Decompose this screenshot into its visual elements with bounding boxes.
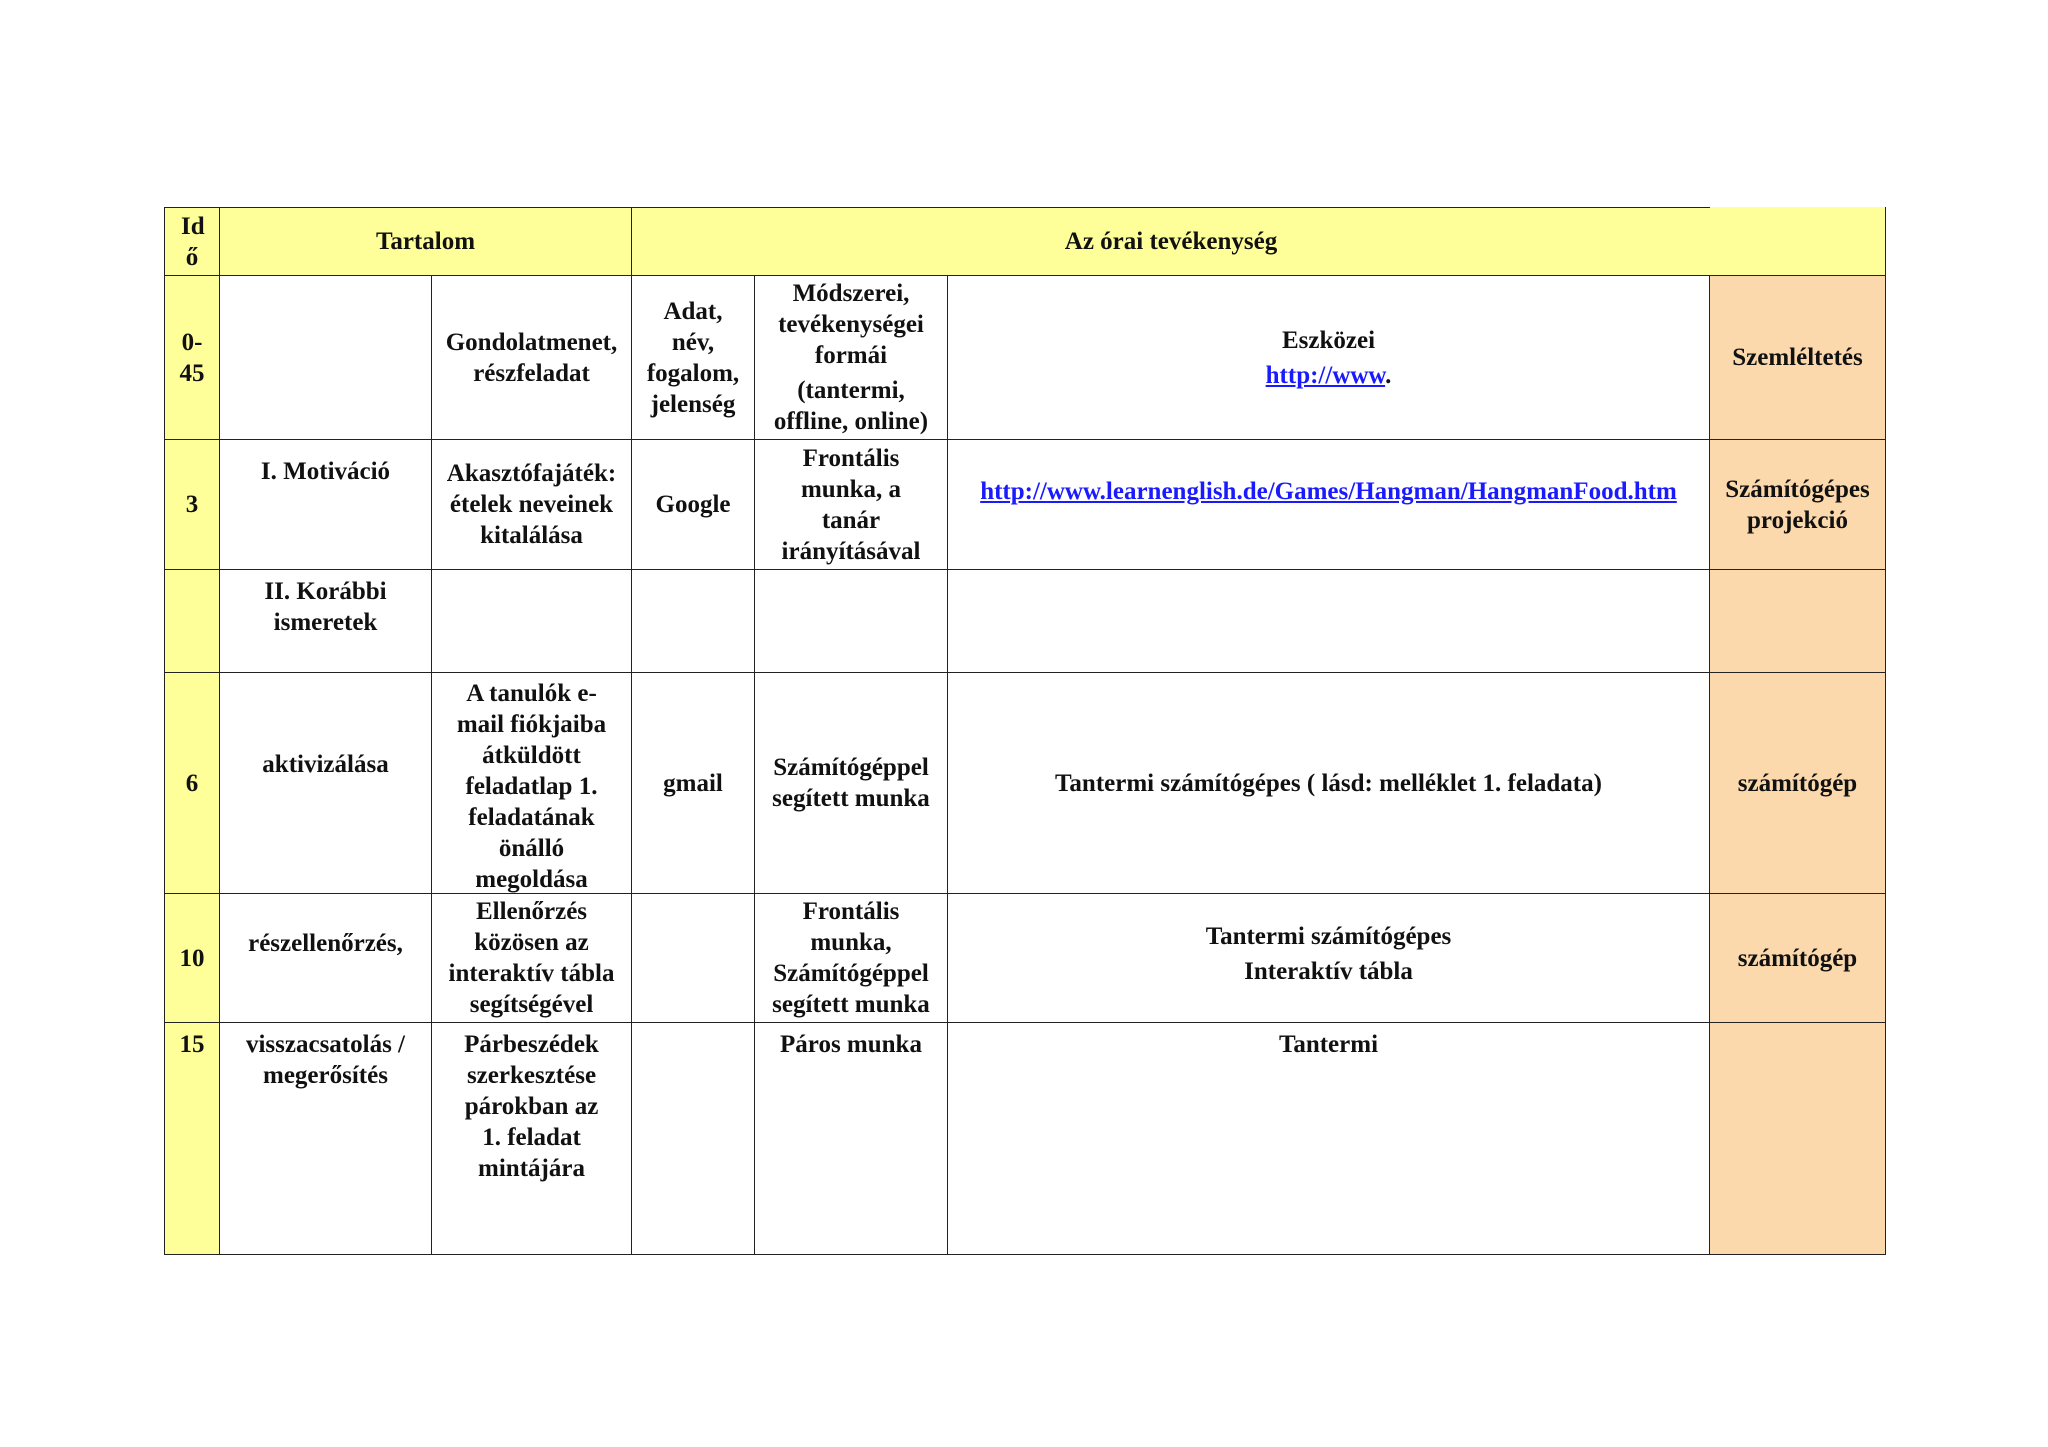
row2-tartalom (220, 570, 432, 673)
row3-gondolatmenet-text: A tanulók e-mail fiókjaiba átküldött feladatlap 1. feladatának önálló megoldása (456, 679, 607, 893)
row4-time (164, 894, 220, 1023)
subheader-szemleltetes (1710, 276, 1886, 440)
subheader-gondolatmenet-text: Gondolatmenet, részfeladat (445, 328, 618, 387)
row3-time-text: 6 (185, 769, 199, 797)
subheader-eszkozei (948, 276, 1710, 440)
row5-eszkoz (948, 1023, 1710, 1255)
eszkozei-dot: . (1385, 361, 1392, 389)
header-tartalom-text: Tartalom (375, 228, 476, 255)
subheader-tartalom-blank (220, 276, 432, 440)
row4-gondolatmenet (432, 894, 632, 1023)
row4-modszer-text: Frontális munka, Számítógéppel segített munka (772, 898, 930, 1018)
row5-time (164, 1023, 220, 1255)
row5-gondolatmenet (432, 1023, 632, 1255)
row3-eszkoz (948, 673, 1710, 894)
subheader-gondolatmenet (432, 276, 632, 440)
row5-eszkoz-text: Tantermi (1278, 1031, 1379, 1058)
row3-eszkoz-text: Tantermi számítógépes ( lásd: melléklet 1. feladata) (1055, 769, 1602, 797)
row1-tartalom-text: I. Motiváció (260, 458, 391, 485)
subheader-modszerei-text-1: Módszerei, tevékenységei formái (778, 280, 924, 369)
subheader-eszkozei-linkline (1266, 360, 1392, 391)
row3-tartalom (220, 673, 432, 894)
row3-tartalom-text: aktivizálása (262, 750, 389, 778)
row2-tartalom-text: II. Korábbi ismeretek (264, 578, 387, 636)
row4-eszkoz (948, 894, 1710, 1023)
row4-szemleltetes-text: számítógép (1737, 944, 1858, 972)
row2-gondolatmenet (432, 570, 632, 673)
row1-szemleltetes (1710, 440, 1886, 570)
row1-szemleltetes-text: Számítógépes projekció (1725, 475, 1870, 534)
row5-gondolatmenet-text: Párbeszédek szerkesztése párokban az 1. feladat mintájára (464, 1031, 599, 1182)
row5-adat (632, 1023, 755, 1255)
subheader-adat (632, 276, 755, 440)
row4-gondolatmenet-text: Ellenőrzés közösen az interaktív tábla segítségével (448, 898, 615, 1018)
row2-eszkoz (948, 570, 1710, 673)
row3-modszer-text: Számítógéppel segített munka (772, 754, 930, 812)
row3-adat (632, 673, 755, 894)
row5-modszer-text: Páros munka (780, 1031, 922, 1058)
row1-gondolatmenet (432, 440, 632, 570)
eszkozei-link[interactable]: http://www (1265, 361, 1386, 389)
row3-time (164, 673, 220, 894)
row3-modszer (755, 673, 948, 894)
row3-gondolatmenet (432, 673, 632, 894)
header-tartalom (220, 207, 632, 276)
row1-eszkoz (948, 440, 1710, 570)
subheader-szemleltetes-text: Szemléltetés (1732, 344, 1863, 371)
row1-time (164, 440, 220, 570)
row5-modszer (755, 1023, 948, 1255)
row2-adat (632, 570, 755, 673)
subheader-modszerei (755, 276, 948, 440)
row1-modszer-text: Frontális munka, a tanár irányításával (781, 444, 921, 565)
header-tevekenyseg (632, 207, 1710, 276)
row2-modszer (755, 570, 948, 673)
row4-time-text: 10 (179, 944, 205, 972)
row5-tartalom-text: visszacsatolás / megerősítés (245, 1031, 406, 1089)
row4-tartalom-text: részellenőrzés, (248, 930, 403, 957)
subheader-eszkozei-text: Eszközei (1281, 326, 1376, 354)
row4-adat (632, 894, 755, 1023)
subheader-modszerei-text-2: (tantermi, offline, online) (773, 377, 929, 435)
header-tevekenyseg-text: Az órai tevékenység (1064, 228, 1278, 255)
row3-szemleltetes-text: számítógép (1737, 769, 1858, 797)
row1-modszer (755, 440, 948, 570)
row1-gondolatmenet-text: Akasztófajáték: ételek neveinek kitalálása (446, 460, 617, 549)
row3-szemleltetes (1710, 673, 1886, 894)
row3-adat-text: gmail (663, 769, 723, 797)
row2-szemleltetes (1710, 570, 1886, 673)
row1-adat-text: Google (655, 491, 731, 518)
row1-tartalom (220, 440, 432, 570)
row4-eszkoz-text-2: Interaktív tábla (1244, 958, 1413, 985)
row4-tartalom (220, 894, 432, 1023)
row1-time-text: 3 (185, 491, 199, 518)
subheader-adat-text: Adat, név, fogalom, jelenség (646, 297, 740, 418)
row5-time-text: 15 (179, 1031, 205, 1058)
header-ido (164, 207, 220, 276)
lesson-plan-table (164, 207, 1886, 1255)
row1-eszkoz-link[interactable]: http://www.learnenglish.de/Games/Hangman/HangmanFood.htm (980, 478, 1677, 505)
row1-adat (632, 440, 755, 570)
row5-szemleltetes (1710, 1023, 1886, 1255)
header-ido-text: Id ő (181, 212, 205, 271)
header-szemleltetes-blank (1710, 207, 1886, 276)
row4-modszer (755, 894, 948, 1023)
row4-eszkoz-text-1: Tantermi számítógépes (1205, 923, 1452, 950)
row2-time (164, 570, 220, 673)
subheader-time-text: 0- 45 (179, 328, 205, 387)
row5-tartalom (220, 1023, 432, 1255)
subheader-time (164, 276, 220, 440)
row4-szemleltetes (1710, 894, 1886, 1023)
